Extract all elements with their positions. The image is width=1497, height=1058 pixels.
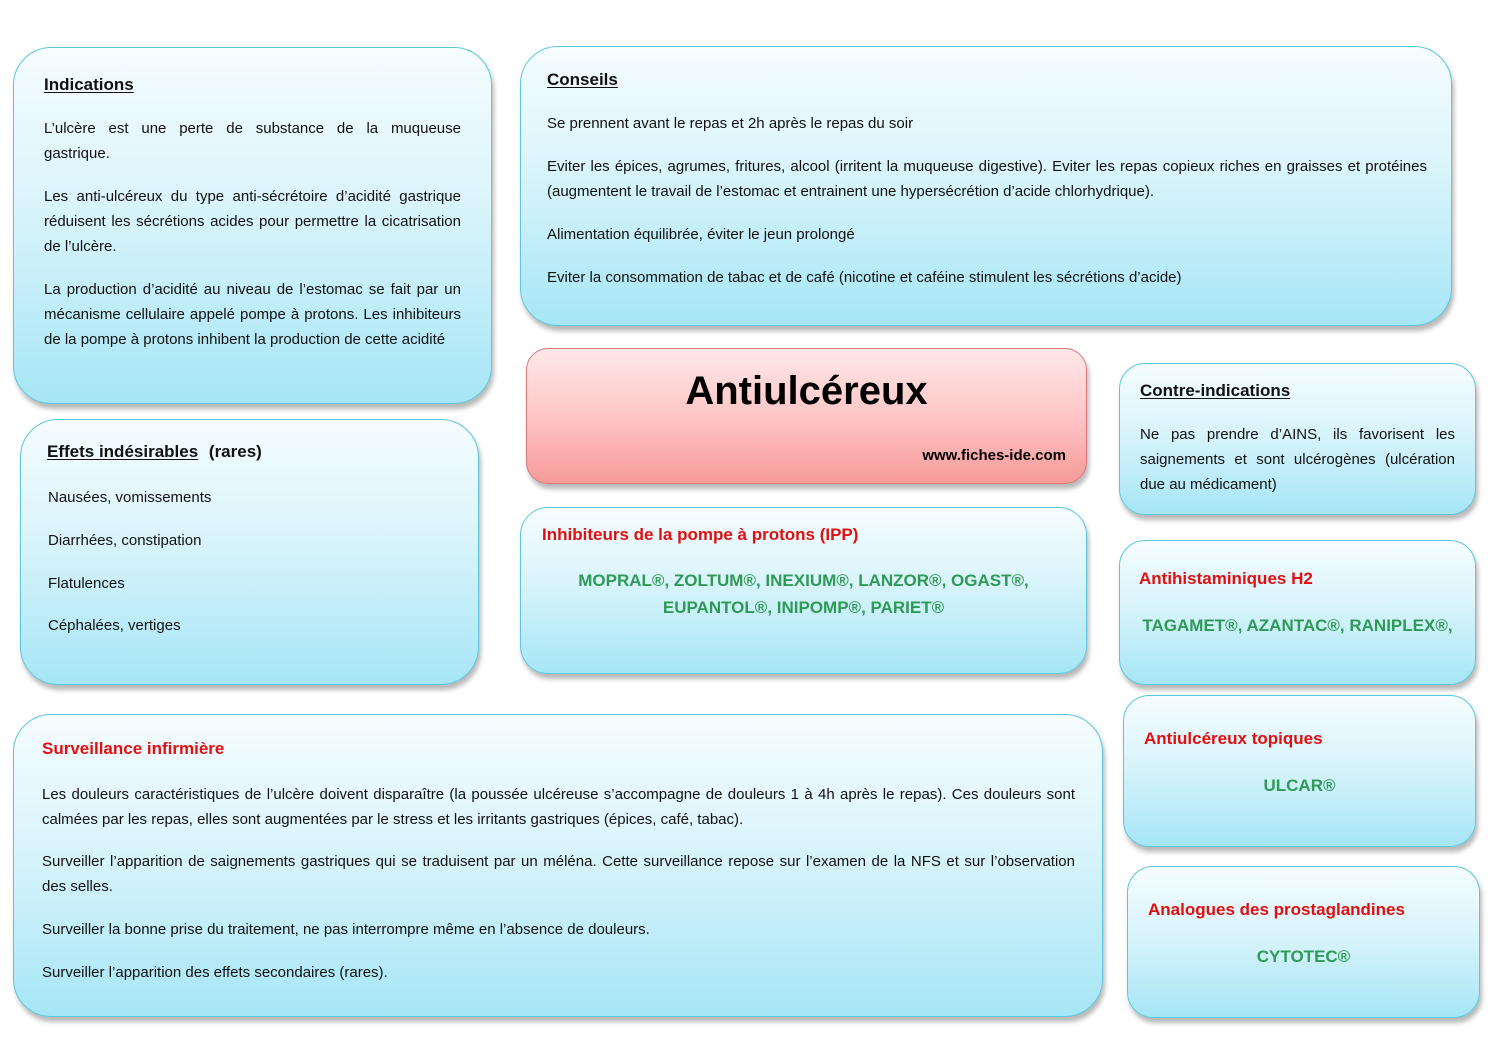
- indications-heading: Indications: [44, 75, 134, 94]
- title-box: [526, 348, 1087, 484]
- effets-item-3: Flatulences: [48, 575, 125, 592]
- surveillance-paragraph-3: Surveiller la bonne prise du traitement, ne pas interrompre même en l’absence de douleurs.: [42, 921, 650, 938]
- effets-item-4: Céphalées, vertiges: [48, 617, 181, 634]
- contre-indications-heading: Contre-indications: [1140, 381, 1291, 400]
- effets-heading-suffix: (rares): [208, 442, 262, 461]
- contre-indications-box: [1119, 363, 1476, 515]
- effets-item-2: Diarrhées, constipation: [48, 532, 202, 549]
- antihistaminiques-heading: Antihistaminiques H2: [1139, 569, 1313, 588]
- ipp-drugs-line-1: MOPRAL®, ZOLTUM®, INEXIUM®, LANZOR®, OGAST®,: [578, 571, 1029, 590]
- indications-paragraph-2: Les anti-ulcéreux du type anti-sécrétoire d’acidité gastrique réduisent les sécrétions acides pour permettre la cicatrisation de l’ulcère.: [44, 188, 461, 255]
- conseils-paragraph-3: Alimentation équilibrée, éviter le jeun prolongé: [547, 226, 855, 243]
- topiques-box: [1123, 695, 1476, 847]
- effets-heading-row: [47, 442, 262, 462]
- contre-indications-text: Ne pas prendre d’AINS, ils favorisent les saignements et sont ulcérogènes (ulcération due au médicament): [1140, 426, 1455, 493]
- prostaglandines-box: [1127, 866, 1480, 1018]
- antihistaminiques-drugs: TAGAMET®, AZANTAC®, RANIPLEX®,: [1142, 616, 1453, 635]
- ipp-drugs-line-2: EUPANTOL®, INIPOMP®, PARIET®: [662, 598, 945, 617]
- conseils-heading: Conseils: [547, 70, 618, 89]
- conseils-paragraph-1: Se prennent avant le repas et 2h après le repas du soir: [547, 115, 914, 132]
- prostaglandines-heading: Analogues des prostaglandines: [1148, 900, 1405, 919]
- surveillance-box: [13, 714, 1103, 1017]
- ipp-box: [520, 507, 1087, 674]
- surveillance-paragraph-4: Surveiller l’apparition des effets secondaires (rares).: [42, 964, 388, 981]
- antihistaminiques-box: [1119, 540, 1476, 685]
- effets-box: [20, 419, 479, 685]
- topiques-heading: Antiulcéreux topiques: [1144, 729, 1323, 748]
- page-title: Antiulcéreux: [685, 369, 928, 413]
- surveillance-heading: Surveillance infirmière: [42, 739, 225, 758]
- prostaglandines-drugs: CYTOTEC®: [1256, 947, 1351, 966]
- indications-paragraph-3: La production d’acidité au niveau de l’estomac se fait par un mécanisme cellulaire appelé pompe à protons. Les inhibiteurs de la pompe à protons inhibent la production de cette acidité: [44, 281, 461, 348]
- indications-box: [13, 47, 492, 404]
- surveillance-paragraph-1: Les douleurs caractéristiques de l’ulcère doivent disparaître (la poussée ulcéreuse s’accompagne de douleurs 1 à 4h après le repas). Ces douleurs sont calmées par les repas, elles sont augmentées par le stress et les irritants gastriques (épices, café, tabac).: [42, 786, 1075, 828]
- topiques-drugs: ULCAR®: [1263, 776, 1336, 795]
- ipp-heading: Inhibiteurs de la pompe à protons (IPP): [542, 525, 859, 544]
- website-label: www.fiches-ide.com: [922, 447, 1066, 464]
- conseils-paragraph-2: Eviter les épices, agrumes, fritures, alcool (irritent la muqueuse digestive). Eviter les repas copieux riches en graisses et protéines (augmentent le travail de l’estomac et entrainent une hypersécrétion d’acide chlorhydrique).: [547, 158, 1427, 200]
- effets-item-1: Nausées, vomissements: [48, 489, 212, 506]
- indications-paragraph-1: L’ulcère est une perte de substance de la muqueuse gastrique.: [44, 120, 461, 162]
- conseils-paragraph-4: Eviter la consommation de tabac et de café (nicotine et caféine stimulent les sécrétions d’acide): [547, 269, 1182, 286]
- effets-heading: Effets indésirables: [47, 442, 199, 461]
- surveillance-paragraph-2: Surveiller l’apparition de saignements gastriques qui se traduisent par un méléna. Cette surveillance repose sur l’examen de la NFS et sur l’observation des selles.: [42, 853, 1075, 895]
- conseils-box: [520, 46, 1452, 326]
